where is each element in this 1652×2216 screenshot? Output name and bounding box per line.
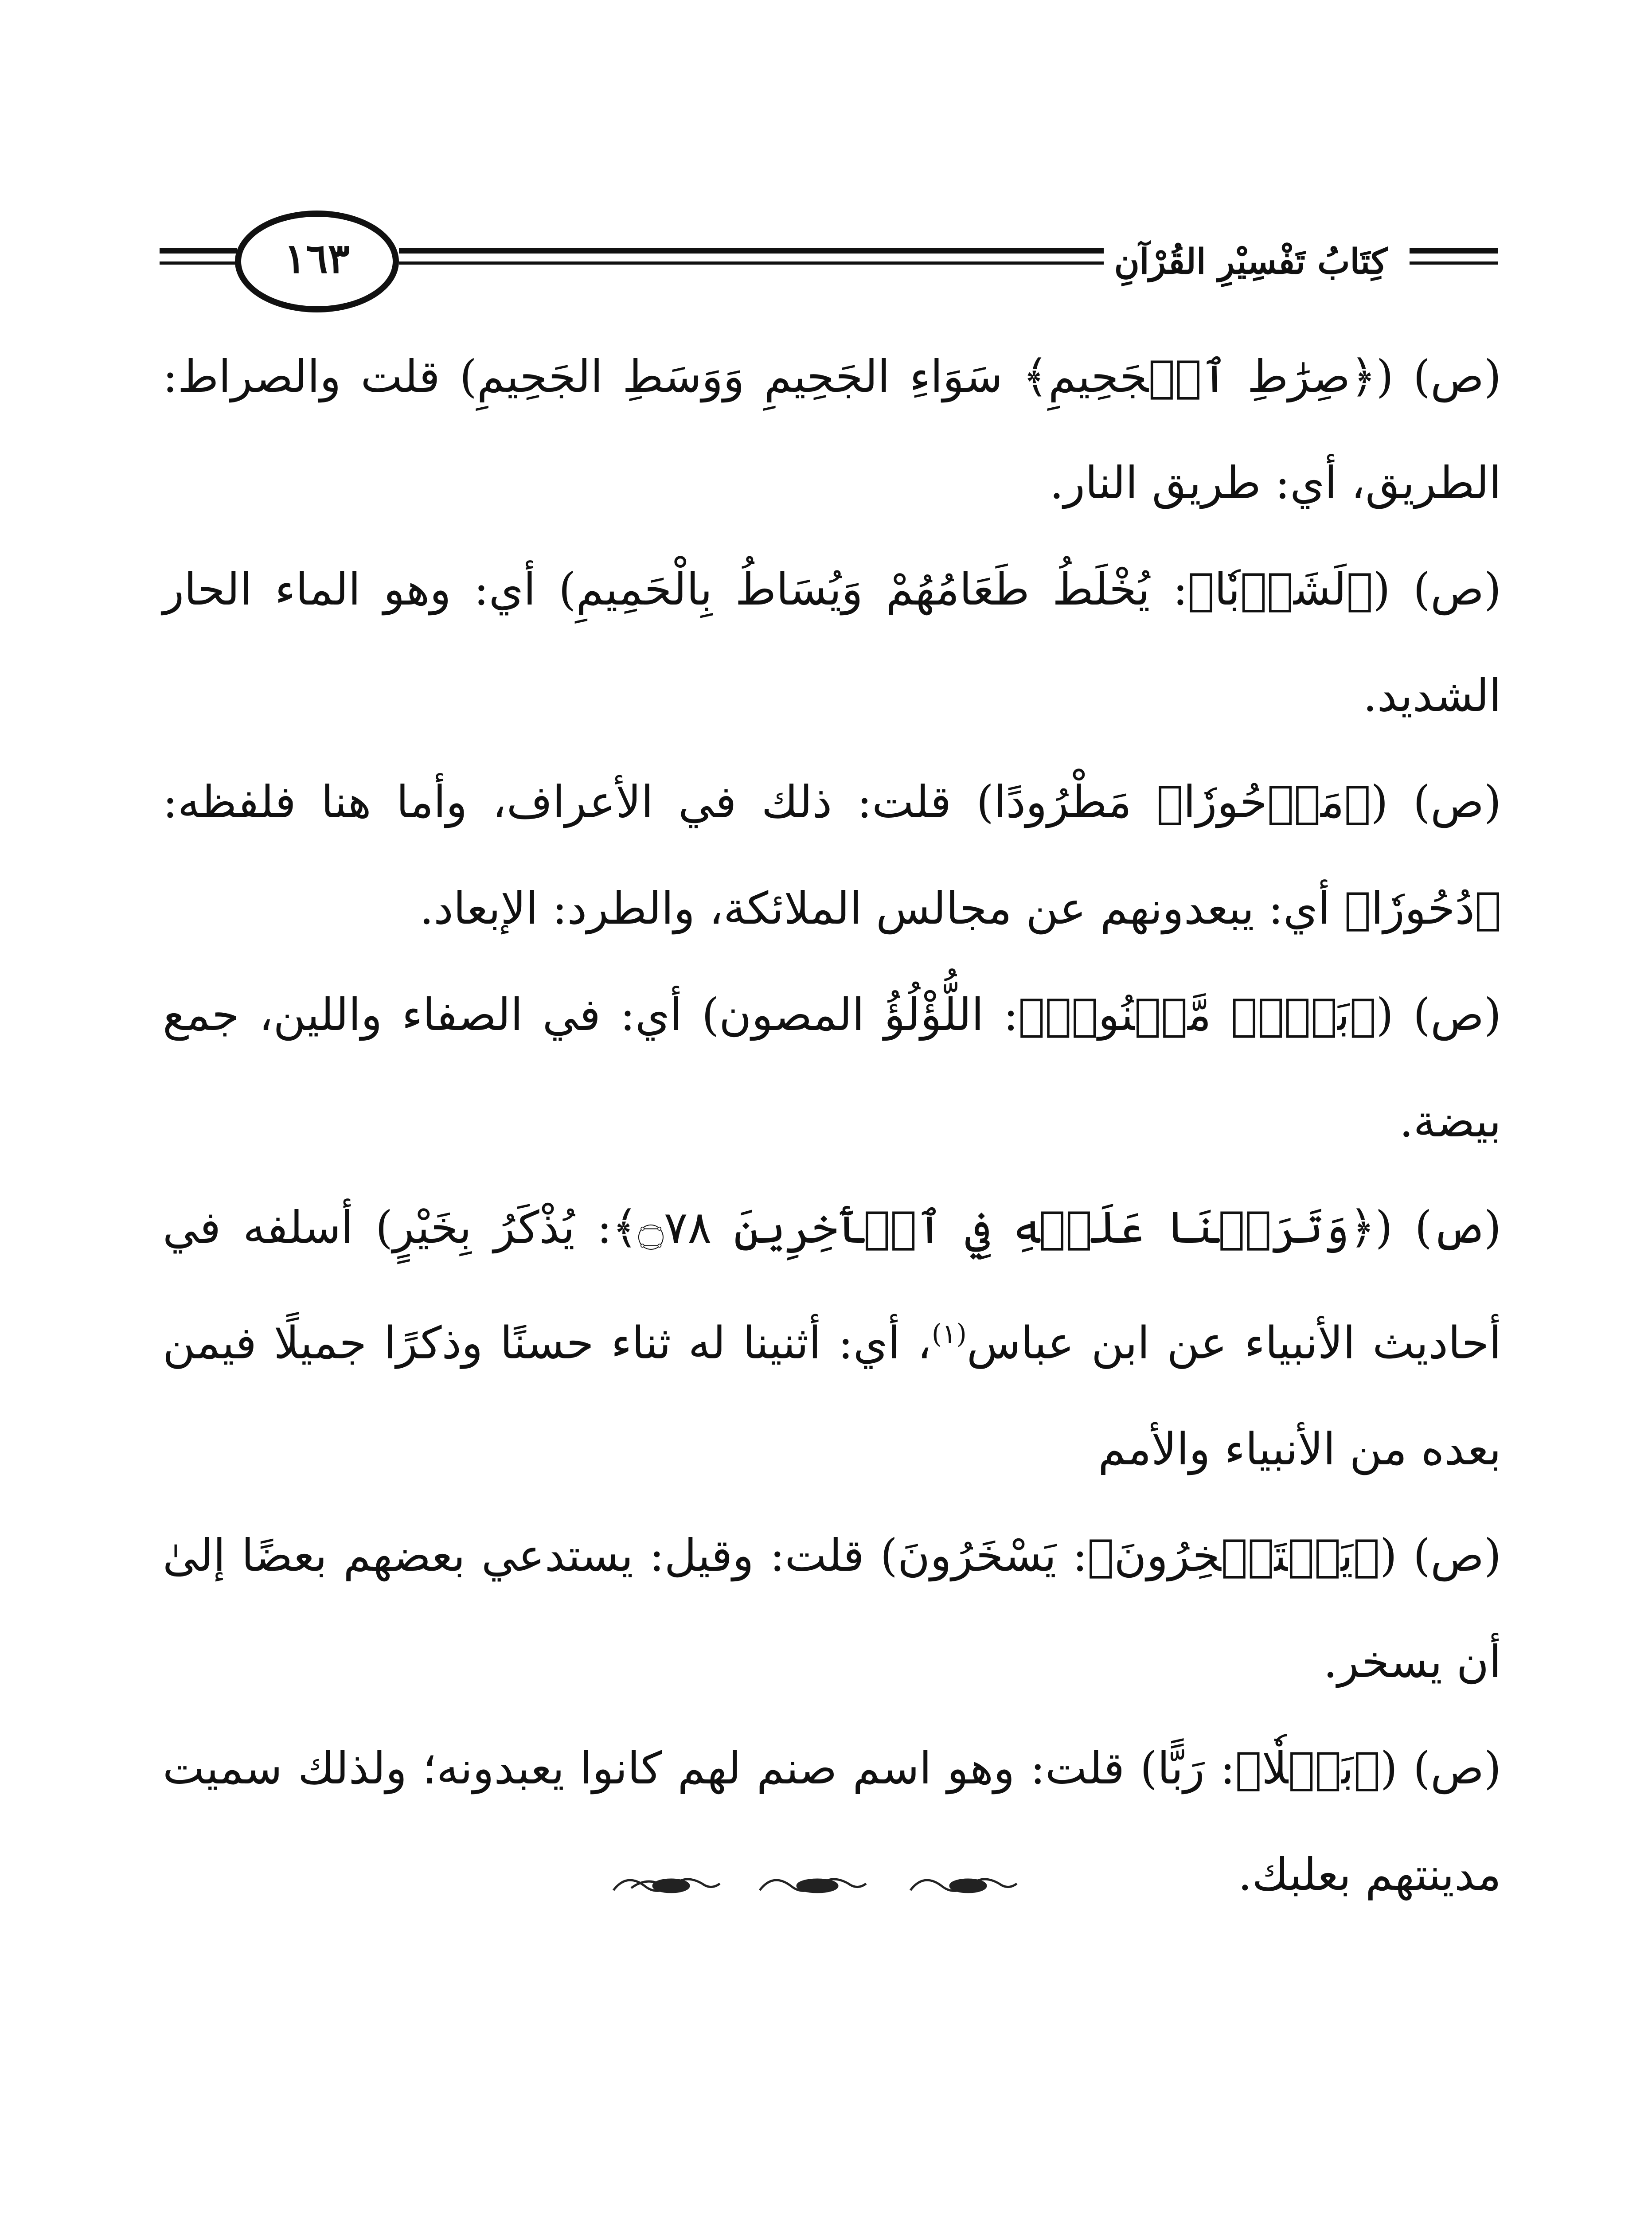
paragraph-2: (ص) (﴿لَشَوۡبٗا﴾: يُخْلَطُ طَعَامُهُمْ وَيُسَاطُ بِالْحَمِيمِ) أي: وهو الماء الحار الشديد. — [163, 563, 1501, 722]
commentary-body — [163, 324, 1501, 1928]
page-number-oval — [235, 211, 399, 312]
header-rule-left-bottom — [160, 261, 237, 265]
paragraph-6: (ص) (﴿يَسۡتَسۡخِرُونَ﴾: يَسْخَرُونَ) قلت: وقيل: يستدعي بعضهم بعضًا إلىٰ أن يسخر. — [163, 1529, 1501, 1688]
page-number: ١٦٣ — [284, 234, 350, 282]
running-header — [160, 191, 1498, 332]
ornament-center — [760, 1879, 866, 1892]
header-rule-middle-top — [399, 248, 1104, 254]
book-title: كِتَابُ تَفْسِيْرِ القُرْآنِ — [1114, 242, 1387, 282]
paragraph-1: (ص) (﴿صِرَٰطِ ٱلۡجَحِيمِ﴾ سَوَاءِ الجَحِيمِ وَوَسَطِ الجَحِيمِ) قلت والصراط: الطريق، أي: طريق النار. — [163, 351, 1501, 509]
paragraph-7: (ص) (﴿بَعۡلٗا﴾: رَبًّا) قلت: وهو اسم صنم لهم كانوا يعبدونه؛ ولذلك سميت مدينتهم بعلبك. — [163, 1742, 1501, 1901]
ornament-right — [910, 1879, 1017, 1892]
footnote-reference[interactable]: (١) — [931, 1319, 967, 1350]
section-ornament — [605, 1866, 1048, 1906]
header-rule-right-bottom — [1410, 261, 1498, 265]
header-rule-middle-bottom — [399, 261, 1104, 265]
paragraph-3: (ص) (﴿مَدۡحُورٗا﴾ مَطْرُودًا) قلت: ذلك في الأعراف، وأما هنا فلفظه: ﴿دُحُورٗا﴾ أي: يبعدونهم عن مجالس الملائكة، والطرد: الإبعاد. — [163, 776, 1501, 934]
paragraph-5-after: ، أي: أثنينا له ثناء حسنًا وذكرًا جميلًا فيمن بعده من الأنبياء والأمم — [163, 1317, 1501, 1475]
paragraph-5-before: (ص) (﴿وَتَرَكۡنَا عَلَيۡهِ فِي ٱلۡأٓخِرِينَ ۝٧٨﴾: يُذْكَرُ بِخَيْرٍ) أسلفه في أحاديث الأنبياء عن ابن عباس — [163, 1202, 1501, 1369]
ornament-left — [613, 1879, 720, 1892]
paragraph-5 — [163, 1174, 1501, 1502]
paragraph-4: (ص) (﴿بَيۡضٞ مَّكۡنُونٞ﴾: اللُّؤْلُؤُ المصون) أي: في الصفاء واللين، جمع بيضة. — [163, 989, 1501, 1147]
header-rule-left-top — [160, 248, 237, 254]
header-rule-right-top — [1410, 248, 1498, 254]
